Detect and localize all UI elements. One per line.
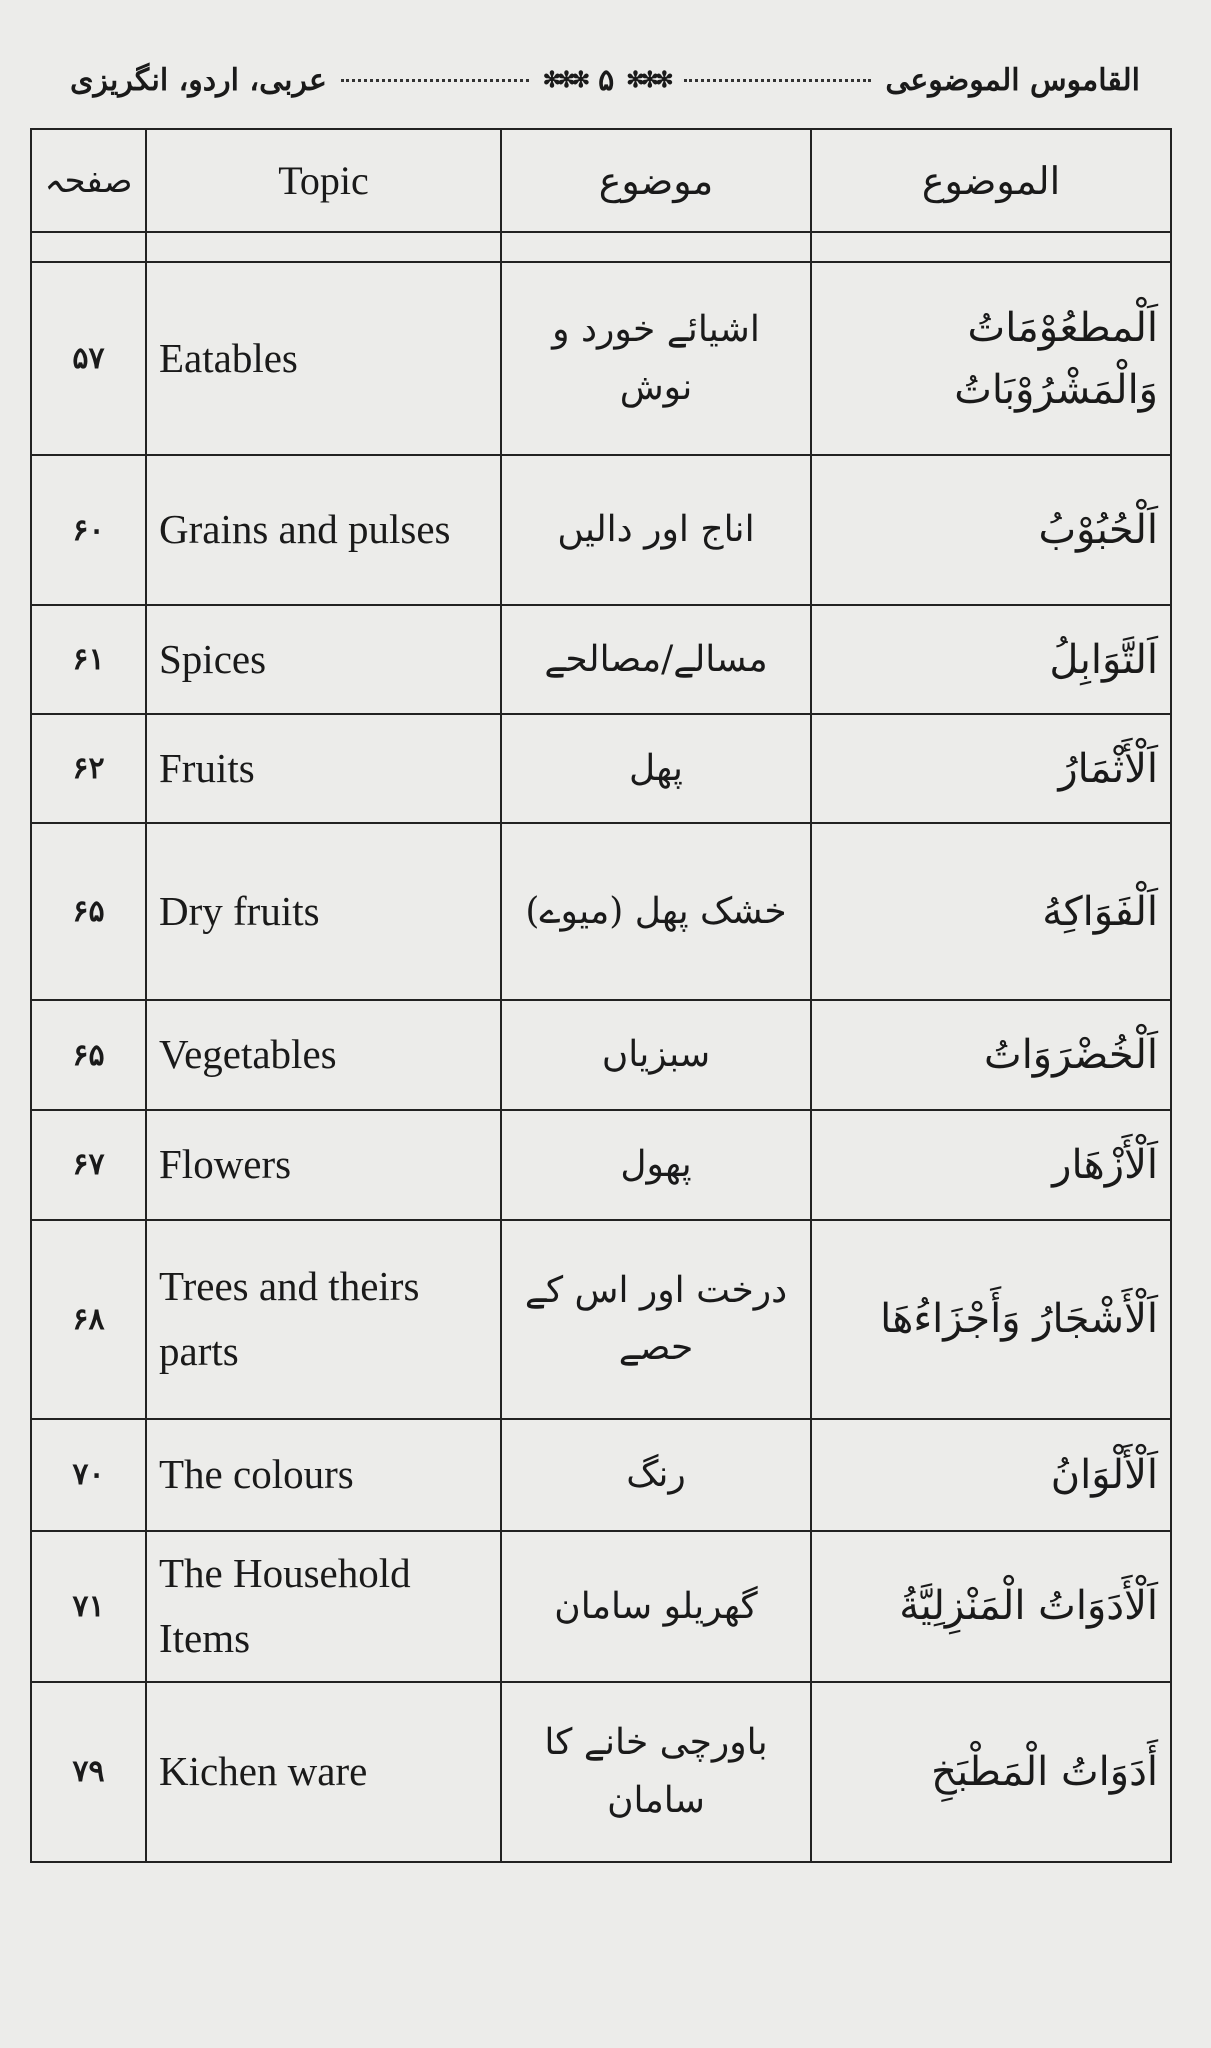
page-ref: ۷۰ bbox=[31, 1419, 146, 1531]
arabic-topic: اَلْأَثْمَارُ bbox=[811, 714, 1171, 823]
table-row bbox=[31, 1110, 1171, 1220]
urdu-topic: گھریلو سامان bbox=[501, 1531, 811, 1682]
page-ref: ۵۷ bbox=[31, 262, 146, 455]
arabic-topic: اَلْأَلْوَانُ bbox=[811, 1419, 1171, 1531]
page-ref: ۷۹ bbox=[31, 1682, 146, 1862]
table-row bbox=[31, 823, 1171, 1000]
urdu-topic: رنگ bbox=[501, 1419, 811, 1531]
urdu-topic: پھول bbox=[501, 1110, 811, 1220]
column-header-topic: Topic bbox=[146, 129, 501, 232]
book-title: القاموس الموضوعی bbox=[885, 62, 1140, 98]
english-topic: Spices bbox=[146, 605, 501, 714]
table-row bbox=[31, 605, 1171, 714]
urdu-topic: اشیائے خورد و نوش bbox=[501, 262, 811, 455]
page-number-block bbox=[543, 63, 670, 98]
page-number: ۵ bbox=[598, 62, 615, 98]
header-rule bbox=[341, 79, 529, 82]
urdu-topic: اناج اور دالیں bbox=[501, 455, 811, 605]
english-topic: Grains and pulses bbox=[146, 455, 501, 605]
arabic-topic: اَلْأَدَوَاتُ الْمَنْزِلِيَّةُ bbox=[811, 1531, 1171, 1682]
ornament-icon: ✻✻✻ bbox=[542, 67, 587, 93]
page-ref: ۷۱ bbox=[31, 1531, 146, 1682]
arabic-topic: اَلْخُضْرَوَاتُ bbox=[811, 1000, 1171, 1109]
urdu-topic: پھل bbox=[501, 714, 811, 823]
arabic-topic: اَلْمطعُوْمَاتُ وَالْمَشْرُوْبَاتُ bbox=[811, 262, 1171, 455]
table-row bbox=[31, 1419, 1171, 1531]
column-header-page: صفحہ bbox=[31, 129, 146, 232]
urdu-topic: باورچی خانے کا سامان bbox=[501, 1682, 811, 1862]
arabic-topic: اَلْفَوَاكِهُ bbox=[811, 823, 1171, 1000]
arabic-topic: أَدَوَاتُ الْمَطْبَخِ bbox=[811, 1682, 1171, 1862]
english-topic: Kichen ware bbox=[146, 1682, 501, 1862]
english-topic: Eatables bbox=[146, 262, 501, 455]
english-topic: Trees and theirs parts bbox=[146, 1220, 501, 1419]
header-spacer-row bbox=[31, 232, 1171, 262]
table-row bbox=[31, 1531, 1171, 1682]
urdu-topic: درخت اور اس کے حصے bbox=[501, 1220, 811, 1419]
table-row bbox=[31, 262, 1171, 455]
table-header-row bbox=[31, 129, 1171, 232]
table-row bbox=[31, 714, 1171, 823]
page-ref: ۶۲ bbox=[31, 714, 146, 823]
page-ref: ۶۰ bbox=[31, 455, 146, 605]
arabic-topic: اَلْأَشْجَارُ وَأَجْزَاءُهَا bbox=[811, 1220, 1171, 1419]
ornament-icon: ✻✻✻ bbox=[626, 67, 670, 93]
column-header-arabic: الموضوع bbox=[811, 129, 1171, 232]
table-row bbox=[31, 455, 1171, 605]
english-topic: Fruits bbox=[146, 714, 501, 823]
page-ref: ۶۸ bbox=[31, 1220, 146, 1419]
english-topic: Flowers bbox=[146, 1110, 501, 1220]
arabic-topic: اَلتَّوَابِلُ bbox=[811, 605, 1171, 714]
arabic-topic: اَلْحُبُوْبُ bbox=[811, 455, 1171, 605]
table-row bbox=[31, 1682, 1171, 1862]
table-row bbox=[31, 1000, 1171, 1109]
page-ref: ۶۵ bbox=[31, 823, 146, 1000]
header-rule bbox=[684, 79, 872, 82]
book-subtitle: عربی، اردو، انگریزی bbox=[69, 62, 327, 98]
urdu-topic: مسالے/مصالحے bbox=[501, 605, 811, 714]
urdu-topic: سبزیاں bbox=[501, 1000, 811, 1109]
page-ref: ۶۷ bbox=[31, 1110, 146, 1220]
page-ref: ۶۱ bbox=[31, 605, 146, 714]
page-ref: ۶۵ bbox=[31, 1000, 146, 1109]
english-topic: The Household Items bbox=[146, 1531, 501, 1682]
english-topic: Dry fruits bbox=[146, 823, 501, 1000]
urdu-topic: خشک پھل (میوے) bbox=[501, 823, 811, 1000]
arabic-topic: اَلْأَزْهَار bbox=[811, 1110, 1171, 1220]
table-row bbox=[31, 1220, 1171, 1419]
english-topic: Vegetables bbox=[146, 1000, 501, 1109]
contents-table bbox=[30, 128, 1172, 1863]
english-topic: The colours bbox=[146, 1419, 501, 1531]
page-header bbox=[70, 52, 1140, 108]
column-header-urdu: موضوع bbox=[501, 129, 811, 232]
